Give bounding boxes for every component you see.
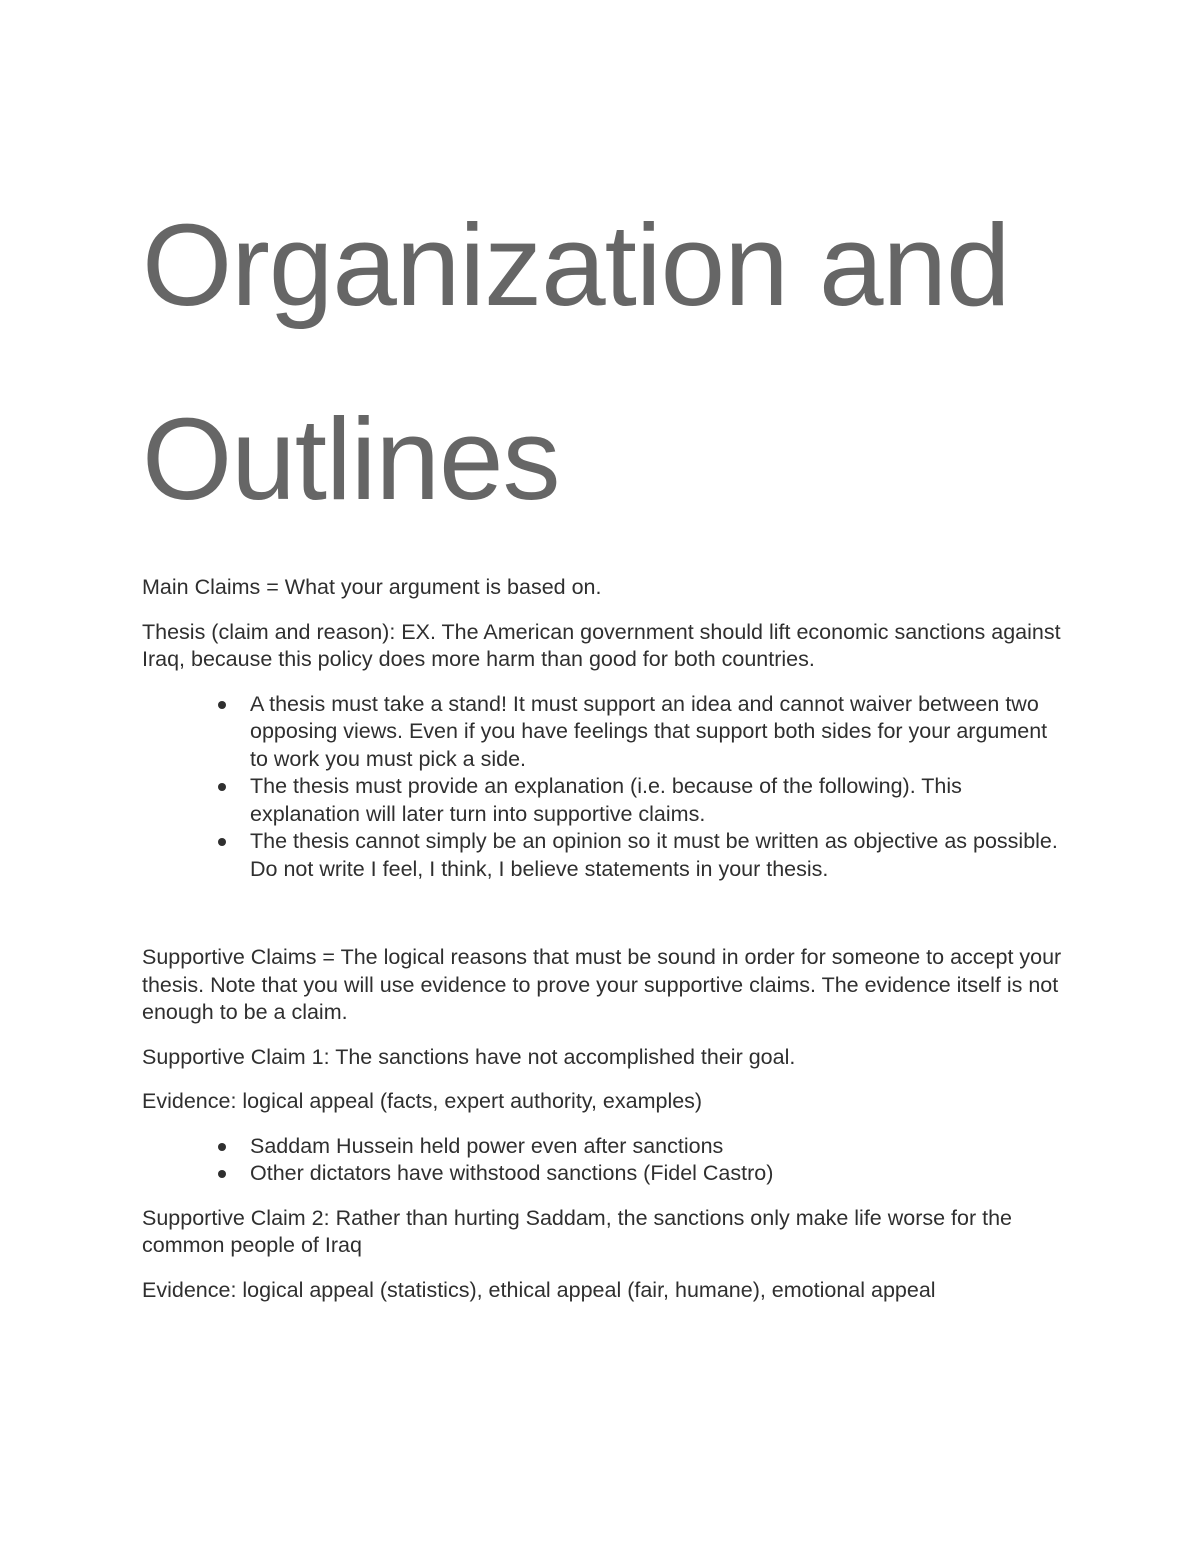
supportive-claim-2: Supportive Claim 2: Rather than hurting Saddam, the sanctions only make life worse for the common people of Iraq	[142, 1205, 1013, 1257]
list-item	[250, 773, 1062, 828]
evidence-2: Evidence: logical appeal (statistics), ethical appeal (fair, humane), emotional appeal	[142, 1277, 936, 1302]
thesis-bullet-list	[142, 691, 1062, 884]
list-item-text: The thesis cannot simply be an opinion so it must be written as objective as possible. Do not write I feel, I think, I believe statements in your thesis.	[250, 829, 1058, 881]
list-item-text: A thesis must take a stand! It must support an idea and cannot waiver between two opposing views. Even if you have feelings that support both sides for your argument to work you must pick a side.	[250, 691, 1048, 771]
list-item	[250, 1133, 1062, 1161]
list-item-text: Other dictators have withstood sanctions (Fidel Castro)	[250, 1161, 774, 1185]
title-line-2: Outlines	[142, 394, 560, 524]
list-item	[250, 1160, 1062, 1188]
list-item	[250, 828, 1062, 883]
blank-line	[142, 900, 1062, 944]
evidence-1: Evidence: logical appeal (facts, expert authority, examples)	[142, 1089, 703, 1113]
list-item-text: The thesis must provide an explanation (i.e. because of the following). This explanation will later turn into supportive claims.	[250, 774, 962, 826]
bullet-icon	[218, 783, 226, 791]
bullet-icon	[218, 1143, 226, 1151]
document-body	[142, 574, 1062, 1321]
title-line-1: Organization and	[142, 200, 1010, 330]
thesis-paragraph: Thesis (claim and reason): EX. The American government should lift economic sanctions against Iraq, because this policy does more harm than good for both countries.	[142, 619, 1061, 671]
supportive-claims-paragraph: Supportive Claims = The logical reasons that must be sound in order for someone to accept your thesis. Note that you will use evidence to prove your supportive claims. The evidence itself is not enough to be a claim.	[142, 945, 1062, 1024]
list-item-text: Saddam Hussein held power even after sanctions	[250, 1133, 724, 1158]
bullet-icon	[218, 838, 226, 846]
supportive-claim-1: Supportive Claim 1: The sanctions have not accomplished their goal.	[142, 1044, 796, 1069]
list-item	[250, 691, 1062, 774]
page-title	[142, 168, 1009, 556]
bullet-icon	[218, 701, 226, 709]
bullet-icon	[218, 1170, 226, 1178]
main-claims-paragraph: Main Claims = What your argument is based on.	[142, 575, 602, 599]
evidence-1-bullet-list	[142, 1133, 1062, 1188]
